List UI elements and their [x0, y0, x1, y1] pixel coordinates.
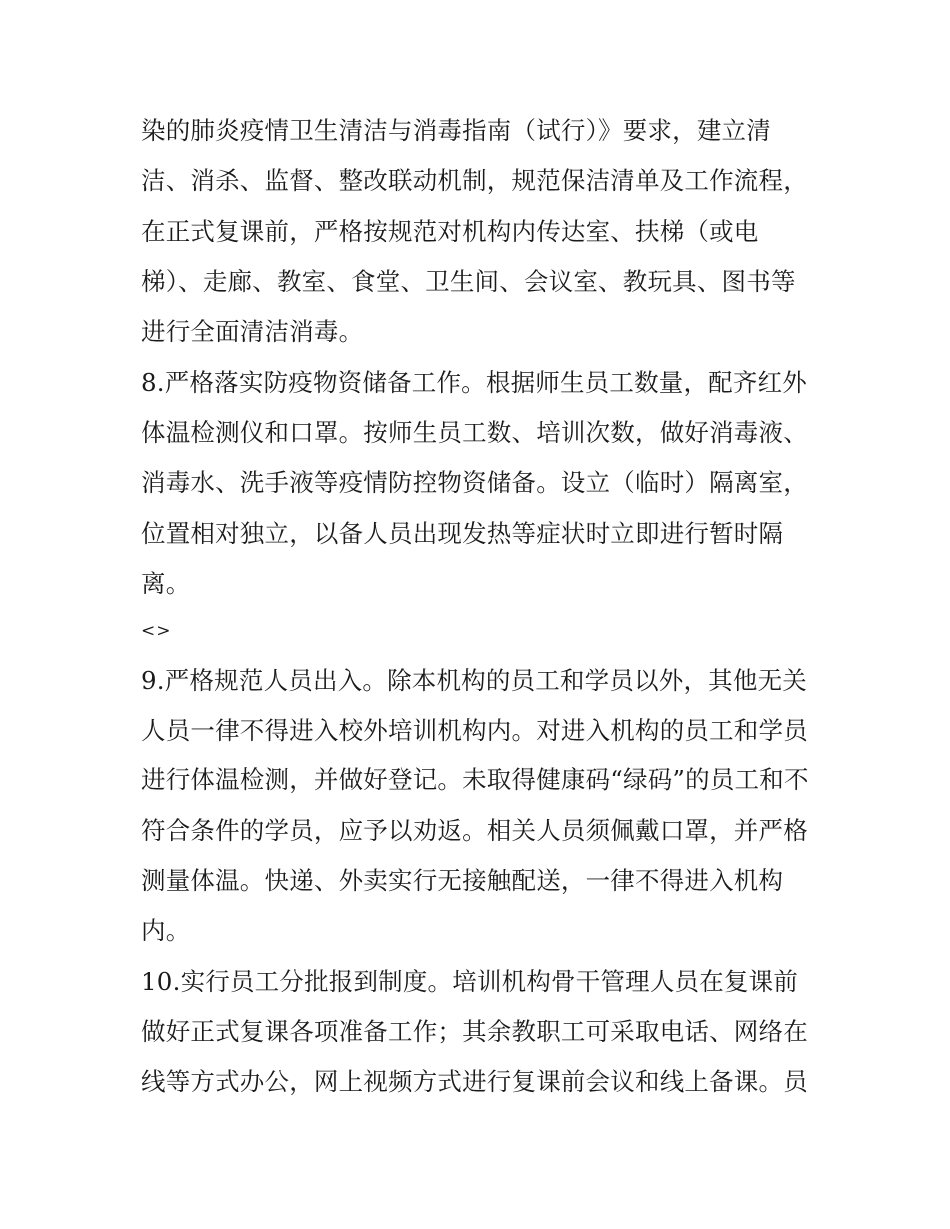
text-line: 消毒水、洗手液等疫情防控物资储备。设立（临时）隔离室，	[141, 468, 808, 497]
text-line: 洁、消杀、监督、整改联动机制，规范保洁清单及工作流程，	[141, 166, 808, 195]
text-line: <>	[141, 621, 172, 641]
text-line: 体温检测仪和口罩。按师生员工数、培训次数，做好消毒液、	[141, 418, 808, 447]
text-line: 9.严格规范人员出入。除本机构的员工和学员以外，其他无关	[141, 666, 807, 695]
text-line: 染的肺炎疫情卫生清洁与消毒指南（试行）》要求，建立清	[141, 116, 771, 145]
text-line: 线等方式办公，网上视频方式进行复课前会议和线上备课。员	[141, 1067, 808, 1096]
text-line: 内。	[141, 916, 191, 945]
text-line: 梯）、走廊、教室、食堂、卫生间、会议室、教玩具、图书等	[141, 267, 796, 296]
text-line: 测量体温。快递、外卖实行无接触配送，一律不得进入机构	[141, 866, 784, 895]
text-line: 离。	[141, 569, 191, 598]
text-line: 符合条件的学员，应予以劝返。相关人员须佩戴口罩，并严格	[141, 816, 808, 845]
text-line: 位置相对独立，以备人员出现发热等症状时立即进行暂时隔	[141, 519, 784, 548]
text-line: 人员一律不得进入校外培训机构内。对进入机构的员工和学员	[141, 716, 808, 745]
text-line: 进行体温检测，并做好登记。未取得健康码“绿码”的员工和不	[141, 765, 809, 794]
text-line: 做好正式复课各项准备工作；其余教职工可采取电话、网络在	[141, 1017, 808, 1046]
text-line: 10.实行员工分批报到制度。培训机构骨干管理人员在复课前	[141, 967, 799, 996]
text-line: 进行全面清洁消毒。	[141, 317, 364, 346]
text-line: 在正式复课前，严格按规范对机构内传达室、扶梯（或电	[141, 217, 759, 246]
text-line: 8.严格落实防疫物资储备工作。根据师生员工数量，配齐红外	[141, 368, 807, 397]
